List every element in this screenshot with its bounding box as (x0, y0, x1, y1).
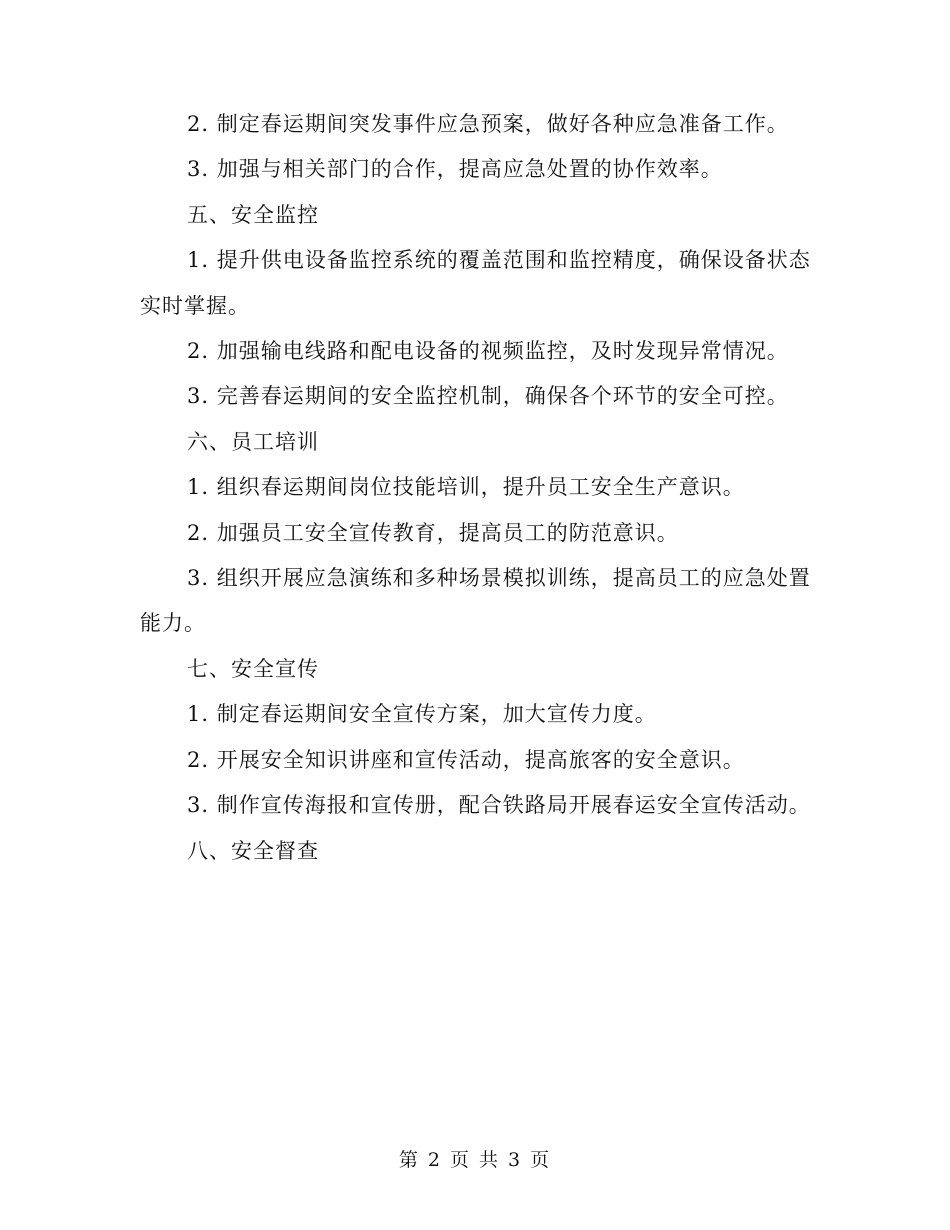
section-heading-training: 六、员工培训 (187, 429, 319, 454)
paragraph-skills-training: 1. 组织春运期间岗位技能培训，提升员工安全生产意识。 (187, 475, 745, 500)
paragraph-emergency-drills: 3. 组织开展应急演练和多种场景模拟训练，提高员工的应急处置能力。 (140, 566, 811, 636)
paragraph-monitoring-coverage: 1. 提升供电设备监控系统的覆盖范围和监控精度，确保设备状态实时掌握。 (140, 248, 811, 318)
paragraph-emergency-plan: 2. 制定春运期间突发事件应急预案，做好各种应急准备工作。 (187, 112, 789, 136)
document-body (140, 102, 815, 874)
paragraph-knowledge-lectures: 2. 开展安全知识讲座和宣传活动，提高旅客的安全意识。 (187, 747, 745, 772)
section-heading-monitoring: 五、安全监控 (187, 202, 319, 227)
paragraph-publicity-plan: 1. 制定春运期间安全宣传方案，加大宣传力度。 (187, 702, 657, 727)
paragraph-posters-brochures: 3. 制作宣传海报和宣传册，配合铁路局开展春运安全宣传活动。 (187, 793, 811, 818)
page-number-footer: 第 2 页 共 3 页 (398, 1149, 552, 1171)
paragraph-monitoring-mechanism: 3. 完善春运期间的安全监控机制，确保各个环节的安全可控。 (187, 384, 789, 409)
paragraph-department-cooperation: 3. 加强与相关部门的合作，提高应急处置的协作效率。 (187, 157, 723, 182)
paragraph-safety-education: 2. 加强员工安全宣传教育，提高员工的防范意识。 (187, 520, 679, 545)
paragraph-video-monitoring: 2. 加强输电线路和配电设备的视频监控，及时发现异常情况。 (187, 339, 789, 364)
section-heading-publicity: 七、安全宣传 (187, 656, 319, 681)
section-heading-inspection: 八、安全督查 (187, 838, 319, 863)
